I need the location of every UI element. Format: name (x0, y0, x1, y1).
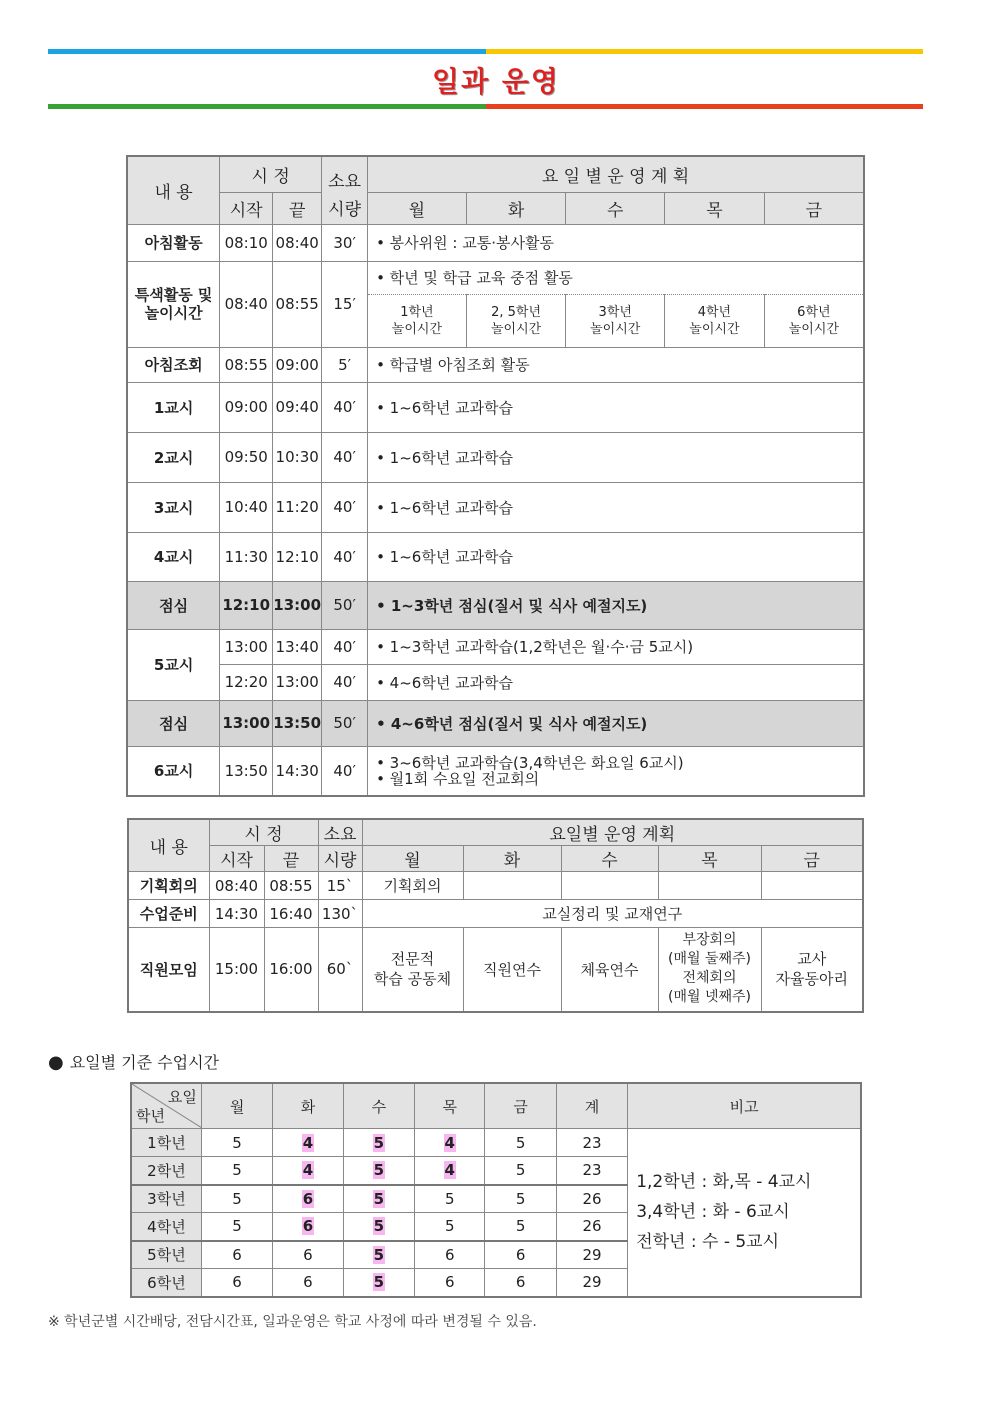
table-row (131, 1129, 861, 1157)
table-row (127, 532, 864, 581)
header-start: 시작 (220, 192, 273, 224)
staff-header-end: 끝 (264, 846, 318, 872)
hours-header-fri: 금 (485, 1083, 556, 1129)
row-duration: 30′ (322, 224, 368, 261)
hours-value: 5 (373, 1273, 385, 1292)
row-duration: 40′ (322, 382, 368, 432)
row-fri (761, 872, 863, 900)
hours-cell (273, 1185, 343, 1213)
row-label: 6교시 (127, 746, 220, 796)
bottom-bar-red (486, 104, 923, 109)
row-start: 13:00 (220, 700, 273, 746)
grade-play-fri: 6학년 놀이시간 (764, 294, 864, 347)
bottom-bar-green (48, 104, 486, 109)
table-row (127, 382, 864, 432)
staff-header-day-tue: 화 (463, 846, 561, 872)
row-label: 아침활동 (127, 224, 220, 261)
top-bar-yellow (486, 49, 923, 54)
hours-cell (273, 1129, 343, 1157)
hours-value: 6 (303, 1245, 313, 1264)
bullet-icon: ● (48, 1052, 64, 1073)
row-duration: 130` (318, 900, 362, 928)
row-mon: 전문적 학습 공동체 (362, 928, 463, 1012)
top-bar-blue (48, 49, 486, 54)
corner-bottom-label: 학년 (136, 1107, 165, 1125)
header-day-fri: 금 (764, 192, 864, 224)
staff-header-content: 내 용 (128, 819, 209, 872)
table-row (127, 746, 864, 796)
row-end: 16:00 (264, 928, 318, 1012)
hours-cell (485, 1269, 556, 1297)
hours-cell (415, 1157, 485, 1185)
row-duration: 40′ (322, 432, 368, 482)
grade-play-wed: 3학년 놀이시간 (566, 294, 665, 347)
hours-cell (415, 1185, 485, 1213)
row-description-2: • 4~6학년 교과학습 (368, 664, 864, 700)
hours-value: 4 (302, 1133, 314, 1152)
hours-total: 26 (556, 1185, 627, 1213)
hours-cell (201, 1157, 272, 1185)
row-start: 10:40 (220, 482, 273, 532)
hours-cell (415, 1269, 485, 1297)
row-label: 아침조회 (127, 347, 220, 382)
hours-total: 29 (556, 1269, 627, 1297)
hours-value: 6 (302, 1189, 314, 1208)
row-duration: 40′ (322, 629, 368, 664)
row-tue (463, 872, 561, 900)
staff-header-start: 시작 (209, 846, 264, 872)
row-duration: 15` (318, 872, 362, 900)
footnote: ※ 학년군별 시간배당, 전담시간표, 일과운영은 학교 사정에 따라 변경될 수 있음. (48, 1314, 537, 1330)
hours-cell (485, 1241, 556, 1269)
row-wed (561, 872, 658, 900)
hours-value: 5 (373, 1133, 385, 1152)
row-end: 08:40 (273, 224, 322, 261)
row-duration-2: 40′ (322, 664, 368, 700)
hours-value: 5 (232, 1161, 242, 1180)
row-description: • 3~6학년 교과학습(3,4학년은 화요일 6교시) (376, 753, 684, 772)
grade-play-tue: 2, 5학년 놀이시간 (466, 294, 566, 347)
row-end: 09:40 (273, 382, 322, 432)
row-duration: 40′ (322, 482, 368, 532)
hours-cell (343, 1269, 414, 1297)
hours-value: 5 (373, 1245, 385, 1264)
row-start: 08:55 (220, 347, 273, 382)
grade-label: 6학년 (131, 1269, 201, 1297)
row-start: 13:50 (220, 746, 273, 796)
row-description: • 1~6학년 교과학습 (368, 382, 864, 432)
row-start: 13:00 (220, 629, 273, 664)
row-duration: 60` (318, 928, 362, 1012)
hours-value: 5 (444, 1217, 455, 1236)
table-row (127, 482, 864, 532)
row-end: 13:40 (273, 629, 322, 664)
row-start: 09:00 (220, 382, 273, 432)
remark-line: 1,2학년 : 화,목 - 4교시 (636, 1172, 812, 1193)
row-all-days: 교실정리 및 교재연구 (362, 900, 863, 928)
hours-cell (343, 1241, 414, 1269)
grade-label: 5학년 (131, 1241, 201, 1269)
row-end: 16:40 (264, 900, 318, 928)
hours-cell (485, 1157, 556, 1185)
table-row (127, 347, 864, 382)
table-row-lunch (127, 581, 864, 629)
hours-cell (485, 1185, 556, 1213)
row-thu: 부장회의 (매월 둘째주) 전체회의 (매월 넷째주) (658, 928, 761, 1012)
table-row (127, 224, 864, 261)
row-start: 11:30 (220, 532, 273, 581)
hours-value: 5 (515, 1161, 526, 1180)
header-day-tue: 화 (466, 192, 566, 224)
remark-cell (628, 1129, 861, 1297)
hours-cell (415, 1241, 485, 1269)
staff-header-day-wed: 수 (561, 846, 658, 872)
row-description: • 1~6학년 교과학습 (368, 432, 864, 482)
row-description: • 학급별 아침조회 활동 (368, 347, 864, 382)
remark-line: 3,4학년 : 화 - 6교시 (636, 1202, 790, 1223)
table-row (127, 432, 864, 482)
hours-cell (343, 1129, 414, 1157)
row-start: 14:30 (209, 900, 264, 928)
row-description-2: • 월1회 수요일 전교회의 (376, 769, 540, 788)
hours-cell (273, 1157, 343, 1185)
row-description: • 1~3학년 점심(질서 및 식사 예절지도) (368, 581, 864, 629)
hours-cell (343, 1185, 414, 1213)
section-title: 요일별 기준 수업시간 (69, 1053, 219, 1072)
row-description: • 학년 및 학급 교육 중점 활동 (368, 261, 864, 294)
header-dur-b: 시량 (322, 192, 368, 224)
staff-schedule-table (127, 818, 864, 1013)
row-end-2: 13:00 (273, 664, 322, 700)
hours-header-total: 계 (556, 1083, 627, 1129)
row-label: 2교시 (127, 432, 220, 482)
hours-value: 5 (232, 1189, 242, 1208)
row-end: 11:20 (273, 482, 322, 532)
hours-cell (201, 1269, 272, 1297)
hours-value: 6 (303, 1273, 313, 1292)
row-mon: 기획회의 (362, 872, 463, 900)
row-duration: 50′ (322, 700, 368, 746)
table-row (127, 629, 864, 664)
hours-value: 4 (444, 1161, 455, 1180)
table-row (128, 900, 863, 928)
hours-value: 6 (232, 1273, 242, 1292)
hours-value: 5 (515, 1133, 526, 1152)
row-end: 10:30 (273, 432, 322, 482)
table-row (128, 928, 863, 1012)
hours-cell (201, 1185, 272, 1213)
row-label: 직원모임 (128, 928, 209, 1012)
row-label: 기획회의 (128, 872, 209, 900)
row-start: 08:40 (209, 872, 264, 900)
hours-value: 6 (302, 1217, 314, 1236)
row-end: 14:30 (273, 746, 322, 796)
section-heading (48, 1050, 219, 1073)
row-start: 09:50 (220, 432, 273, 482)
row-description: • 봉사위원 : 교통·봉사활동 (368, 224, 864, 261)
row-duration: 40′ (322, 532, 368, 581)
schedule-table (126, 155, 865, 797)
row-description: • 1~6학년 교과학습 (368, 482, 864, 532)
staff-header-time: 시 정 (209, 819, 318, 846)
hours-value: 6 (444, 1245, 455, 1264)
row-end: 08:55 (273, 261, 322, 347)
staff-header-dur-a: 소요 (318, 819, 362, 846)
table-row-lunch (127, 700, 864, 746)
remark-line: 전학년 : 수 - 5교시 (636, 1232, 780, 1253)
hours-cell (343, 1213, 414, 1241)
row-thu (658, 872, 761, 900)
header-day-mon: 월 (368, 192, 467, 224)
row-label: 4교시 (127, 532, 220, 581)
row-duration: 40′ (322, 746, 368, 796)
hours-cell (485, 1213, 556, 1241)
grade-play-thu: 4학년 놀이시간 (665, 294, 765, 347)
hours-cell (415, 1213, 485, 1241)
hours-header-tue: 화 (273, 1083, 343, 1129)
hours-value: 6 (232, 1245, 242, 1264)
row-description: • 4~6학년 점심(질서 및 식사 예절지도) (368, 700, 864, 746)
hours-cell (273, 1241, 343, 1269)
hours-value: 5 (373, 1217, 385, 1236)
header-day-wed: 수 (566, 192, 665, 224)
row-label: 수업준비 (128, 900, 209, 928)
row-end: 09:00 (273, 347, 322, 382)
table-row (128, 872, 863, 900)
row-end: 12:10 (273, 532, 322, 581)
hours-total: 29 (556, 1241, 627, 1269)
hours-value: 4 (302, 1161, 314, 1180)
row-label: 점심 (127, 581, 220, 629)
row-tue: 직원연수 (463, 928, 561, 1012)
header-end: 끝 (273, 192, 322, 224)
hours-value: 4 (444, 1133, 455, 1152)
grade-label: 1학년 (131, 1129, 201, 1157)
weekly-hours-table (130, 1082, 862, 1298)
row-duration: 15′ (322, 261, 368, 347)
hours-value: 5 (232, 1133, 242, 1152)
row-start: 08:40 (220, 261, 273, 347)
row-label: 1교시 (127, 382, 220, 432)
grade-label: 4학년 (131, 1213, 201, 1241)
header-time: 시 정 (220, 156, 322, 192)
hours-value: 5 (232, 1217, 242, 1236)
row-description: • 1~6학년 교과학습 (368, 532, 864, 581)
row-start: 08:10 (220, 224, 273, 261)
hours-total: 23 (556, 1129, 627, 1157)
row-label: 3교시 (127, 482, 220, 532)
row-label: 점심 (127, 700, 220, 746)
hours-header-remark: 비고 (628, 1083, 861, 1129)
hours-cell (201, 1241, 272, 1269)
table-row (127, 261, 864, 294)
row-label: 특색활동 및 놀이시간 (127, 261, 220, 347)
row-duration: 5′ (322, 347, 368, 382)
grade-label: 2학년 (131, 1157, 201, 1185)
corner-top-label: 요일 (167, 1088, 197, 1106)
hours-cell (273, 1213, 343, 1241)
row-wed: 체육연수 (561, 928, 658, 1012)
row-description: • 1~3학년 교과학습(1,2학년은 월·수·금 5교시) (368, 629, 864, 664)
hours-cell (201, 1129, 272, 1157)
staff-header-dur-b: 시량 (318, 846, 362, 872)
page-title: 일과 운영 (432, 65, 560, 98)
hours-header-thu: 목 (415, 1083, 485, 1129)
staff-header-day-fri: 금 (761, 846, 863, 872)
row-end: 13:50 (273, 700, 322, 746)
row-start: 12:10 (220, 581, 273, 629)
staff-header-day-thu: 목 (658, 846, 761, 872)
hours-cell (415, 1129, 485, 1157)
hours-cell (485, 1129, 556, 1157)
staff-header-plan: 요일별 운영 계획 (362, 819, 863, 846)
hours-cell (201, 1213, 272, 1241)
row-duration: 50′ (322, 581, 368, 629)
hours-value: 6 (515, 1245, 526, 1264)
row-start: 15:00 (209, 928, 264, 1012)
header-plan: 요 일 별 운 영 계 획 (368, 156, 864, 192)
header-dur-a: 소요 (322, 156, 368, 192)
hours-header-wed: 수 (343, 1083, 414, 1129)
corner-header (131, 1083, 201, 1129)
grade-label: 3학년 (131, 1185, 201, 1213)
hours-value: 5 (373, 1189, 385, 1208)
hours-cell (273, 1269, 343, 1297)
hours-value: 5 (373, 1161, 385, 1180)
hours-total: 26 (556, 1213, 627, 1241)
staff-header-day-mon: 월 (362, 846, 463, 872)
hours-value: 5 (515, 1217, 526, 1236)
grade-play-mon: 1학년 놀이시간 (368, 294, 467, 347)
row-end: 13:00 (273, 581, 322, 629)
hours-value: 5 (515, 1189, 526, 1208)
header-content: 내 용 (127, 156, 220, 224)
hours-header-mon: 월 (201, 1083, 272, 1129)
hours-value: 6 (515, 1273, 526, 1292)
row-start-2: 12:20 (220, 664, 273, 700)
row-fri: 교사 자율동아리 (761, 928, 863, 1012)
hours-cell (343, 1157, 414, 1185)
row-end: 08:55 (264, 872, 318, 900)
table-row (127, 664, 864, 700)
hours-value: 6 (444, 1273, 455, 1292)
hours-value: 5 (444, 1189, 455, 1208)
header-day-thu: 목 (665, 192, 765, 224)
row-label: 5교시 (127, 629, 220, 700)
hours-total: 23 (556, 1157, 627, 1185)
